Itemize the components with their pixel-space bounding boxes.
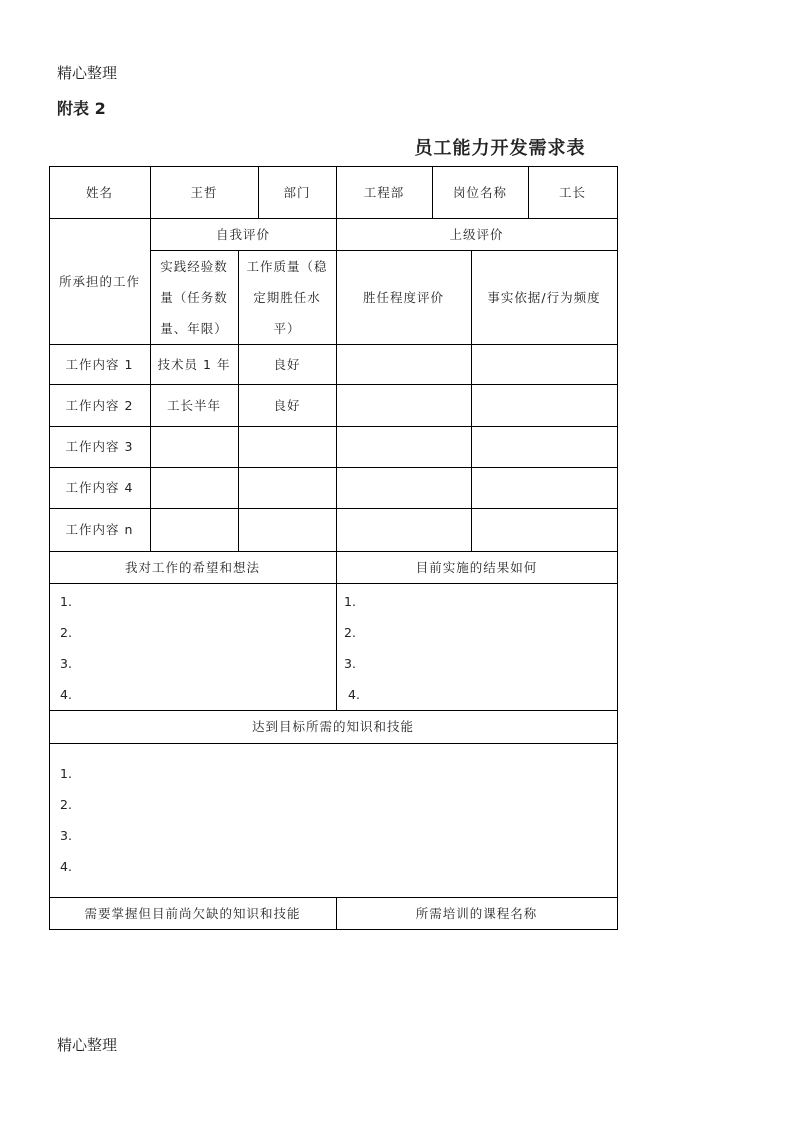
experience-header-line: 量、年限）: [160, 320, 228, 336]
skills-list: [60, 758, 72, 882]
competence-header: 胜任程度评价: [362, 289, 444, 305]
list-item: 4.: [60, 859, 72, 874]
evidence-header: 事实依据/行为频度: [487, 289, 601, 305]
work-row-label: 工作内容 2: [65, 397, 134, 413]
hopes-header: 我对工作的希望和想法: [124, 559, 260, 575]
form-title: 员工能力开发需求表: [414, 138, 586, 159]
name-value: 王哲: [190, 184, 218, 200]
work-row-label: 工作内容 n: [65, 522, 134, 537]
work-row-quality: 良好: [273, 397, 301, 413]
list-item: 1.: [60, 766, 72, 781]
experience-header-line: 实践经验数: [160, 258, 228, 274]
superior-eval-header: 上级评价: [449, 226, 504, 242]
position-value: 工长: [558, 184, 586, 200]
list-item: 2.: [60, 625, 72, 640]
list-item: 1.: [344, 594, 356, 609]
list-item: 3.: [60, 656, 72, 671]
list-item: 4.: [60, 687, 72, 702]
work-row-label: 工作内容 3: [65, 439, 134, 454]
work-row-label: 工作内容 4: [65, 480, 134, 495]
footer-note: 精心整理: [57, 1036, 118, 1054]
quality-header-line: 定期胜任水: [253, 289, 321, 305]
work-row-experience: 工长半年: [166, 397, 221, 413]
work-row-label: 工作内容 1: [65, 356, 134, 372]
self-eval-header: 自我评价: [215, 226, 270, 242]
dept-label: 部门: [283, 184, 311, 200]
courses-header: 所需培训的课程名称: [415, 905, 538, 921]
header-note: 精心整理: [57, 64, 118, 82]
list-item: 3.: [60, 828, 72, 843]
lacking-header: 需要掌握但目前尚欠缺的知识和技能: [84, 905, 301, 921]
position-label: 岗位名称: [452, 184, 507, 200]
work-row-experience: [150, 467, 238, 508]
work-row-experience: [150, 508, 238, 551]
work-row-experience: 技术员 1 年: [157, 356, 231, 372]
work-row-experience: [150, 426, 238, 467]
quality-header-line: 平）: [273, 320, 301, 336]
hopes-list: [60, 586, 72, 710]
results-header: 目前实施的结果如何: [415, 559, 538, 575]
results-list: [344, 586, 360, 710]
list-item: 3.: [344, 656, 356, 671]
list-item: 4.: [348, 687, 360, 702]
list-item: 2.: [60, 797, 72, 812]
work-row-quality: [238, 508, 336, 551]
work-row-quality: 良好: [273, 356, 301, 372]
appendix-label: 附表 2: [57, 99, 106, 118]
work-label: 所承担的工作: [58, 273, 140, 289]
experience-header-line: 量（任务数: [160, 289, 228, 305]
experience-header: [150, 250, 238, 344]
quality-header: [238, 250, 336, 344]
work-row-quality: [238, 467, 336, 508]
name-label: 姓名: [85, 184, 113, 200]
dept-value: 工程部: [363, 184, 405, 200]
quality-header-line: 工作质量（稳: [246, 258, 328, 274]
work-row-quality: [238, 426, 336, 467]
skills-header: 达到目标所需的知识和技能: [251, 719, 414, 734]
list-item: 2.: [344, 625, 356, 640]
list-item: 1.: [60, 594, 72, 609]
